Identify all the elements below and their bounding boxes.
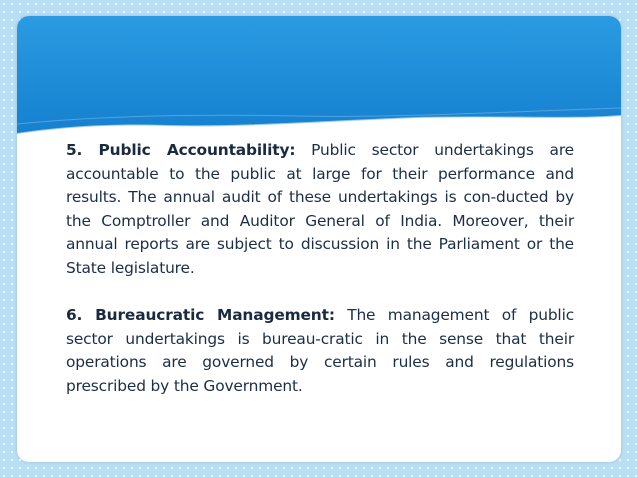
paragraph-bureaucratic-management [66, 304, 574, 398]
paragraph-text: The management of public sector undertakings is bureau-cratic in the sense that their operations are governed by certain rules and regulations prescribed by the Government. [66, 306, 575, 395]
paragraph-public-accountability [66, 139, 574, 281]
slide-card [17, 16, 621, 462]
paragraph-heading: 6. Bureaucratic Management: [66, 306, 335, 325]
paragraph-text: Public sector undertakings are accountable to the public at large for their performance and results. The annual audit of these undertakings is con-ducted by the Comptroller and Auditor General of India. Moreover, their annual reports are subject to discussion in the Parliament or the State legislature. [66, 141, 575, 277]
paragraph-heading: 5. Public Accountability: [66, 141, 296, 159]
slide-body [66, 139, 574, 399]
